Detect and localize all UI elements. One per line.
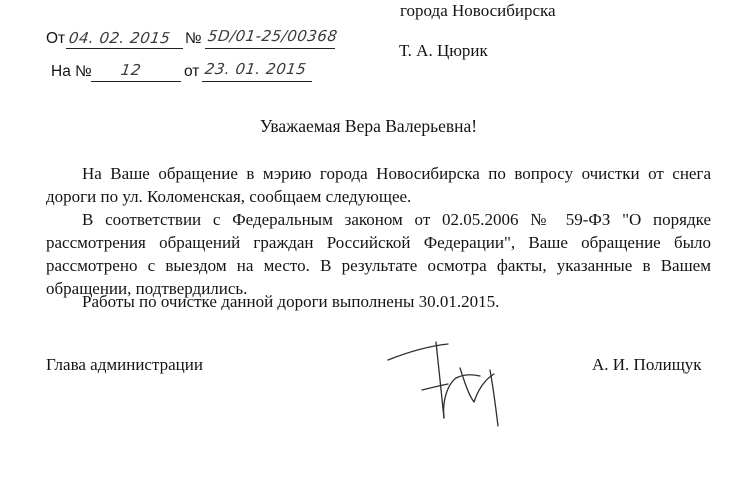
outgoing-date-label: От: [46, 30, 66, 47]
handwritten-signature: [378, 330, 508, 430]
body-paragraph-3: Работы по очистке данной дороги выполнены 30.01.2015.: [82, 292, 500, 311]
outgoing-number-value: 5D/01-25/00368: [206, 27, 339, 45]
body-paragraph-2: В соответствии с Федеральным законом от 02.05.2006 № 59-ФЗ "О порядке рассмотрения обращений граждан Российской Федерации", Ваше обращение было рассмотрено с выездом на место. В результате осмотра факты, указанные в Вашем обращении, подтвердились.: [46, 210, 711, 298]
body-paragraph-1: На Ваше обращение в мэрию города Новосибирска по вопросу очистки от снега дороги по ул. Коломенская, сообщаем следующее.: [46, 164, 711, 206]
recipient-city-line: города Новосибирска: [400, 1, 556, 20]
signatory-name: А. И. Полищук: [592, 355, 702, 374]
signatory-title: Глава администрации: [46, 355, 203, 374]
recipient-name: Т. А. Цюрик: [399, 41, 488, 60]
outgoing-number-label: №: [185, 30, 202, 47]
outgoing-date-value: 04. 02. 2015: [67, 29, 172, 47]
reference-date-value: 23. 01. 2015: [203, 60, 308, 78]
greeting: Уважаемая Вера Валерьевна!: [259, 116, 478, 136]
reference-number-label: На №: [51, 63, 92, 80]
reference-date-label: от: [184, 63, 200, 80]
reference-number-value: 12: [119, 61, 143, 79]
